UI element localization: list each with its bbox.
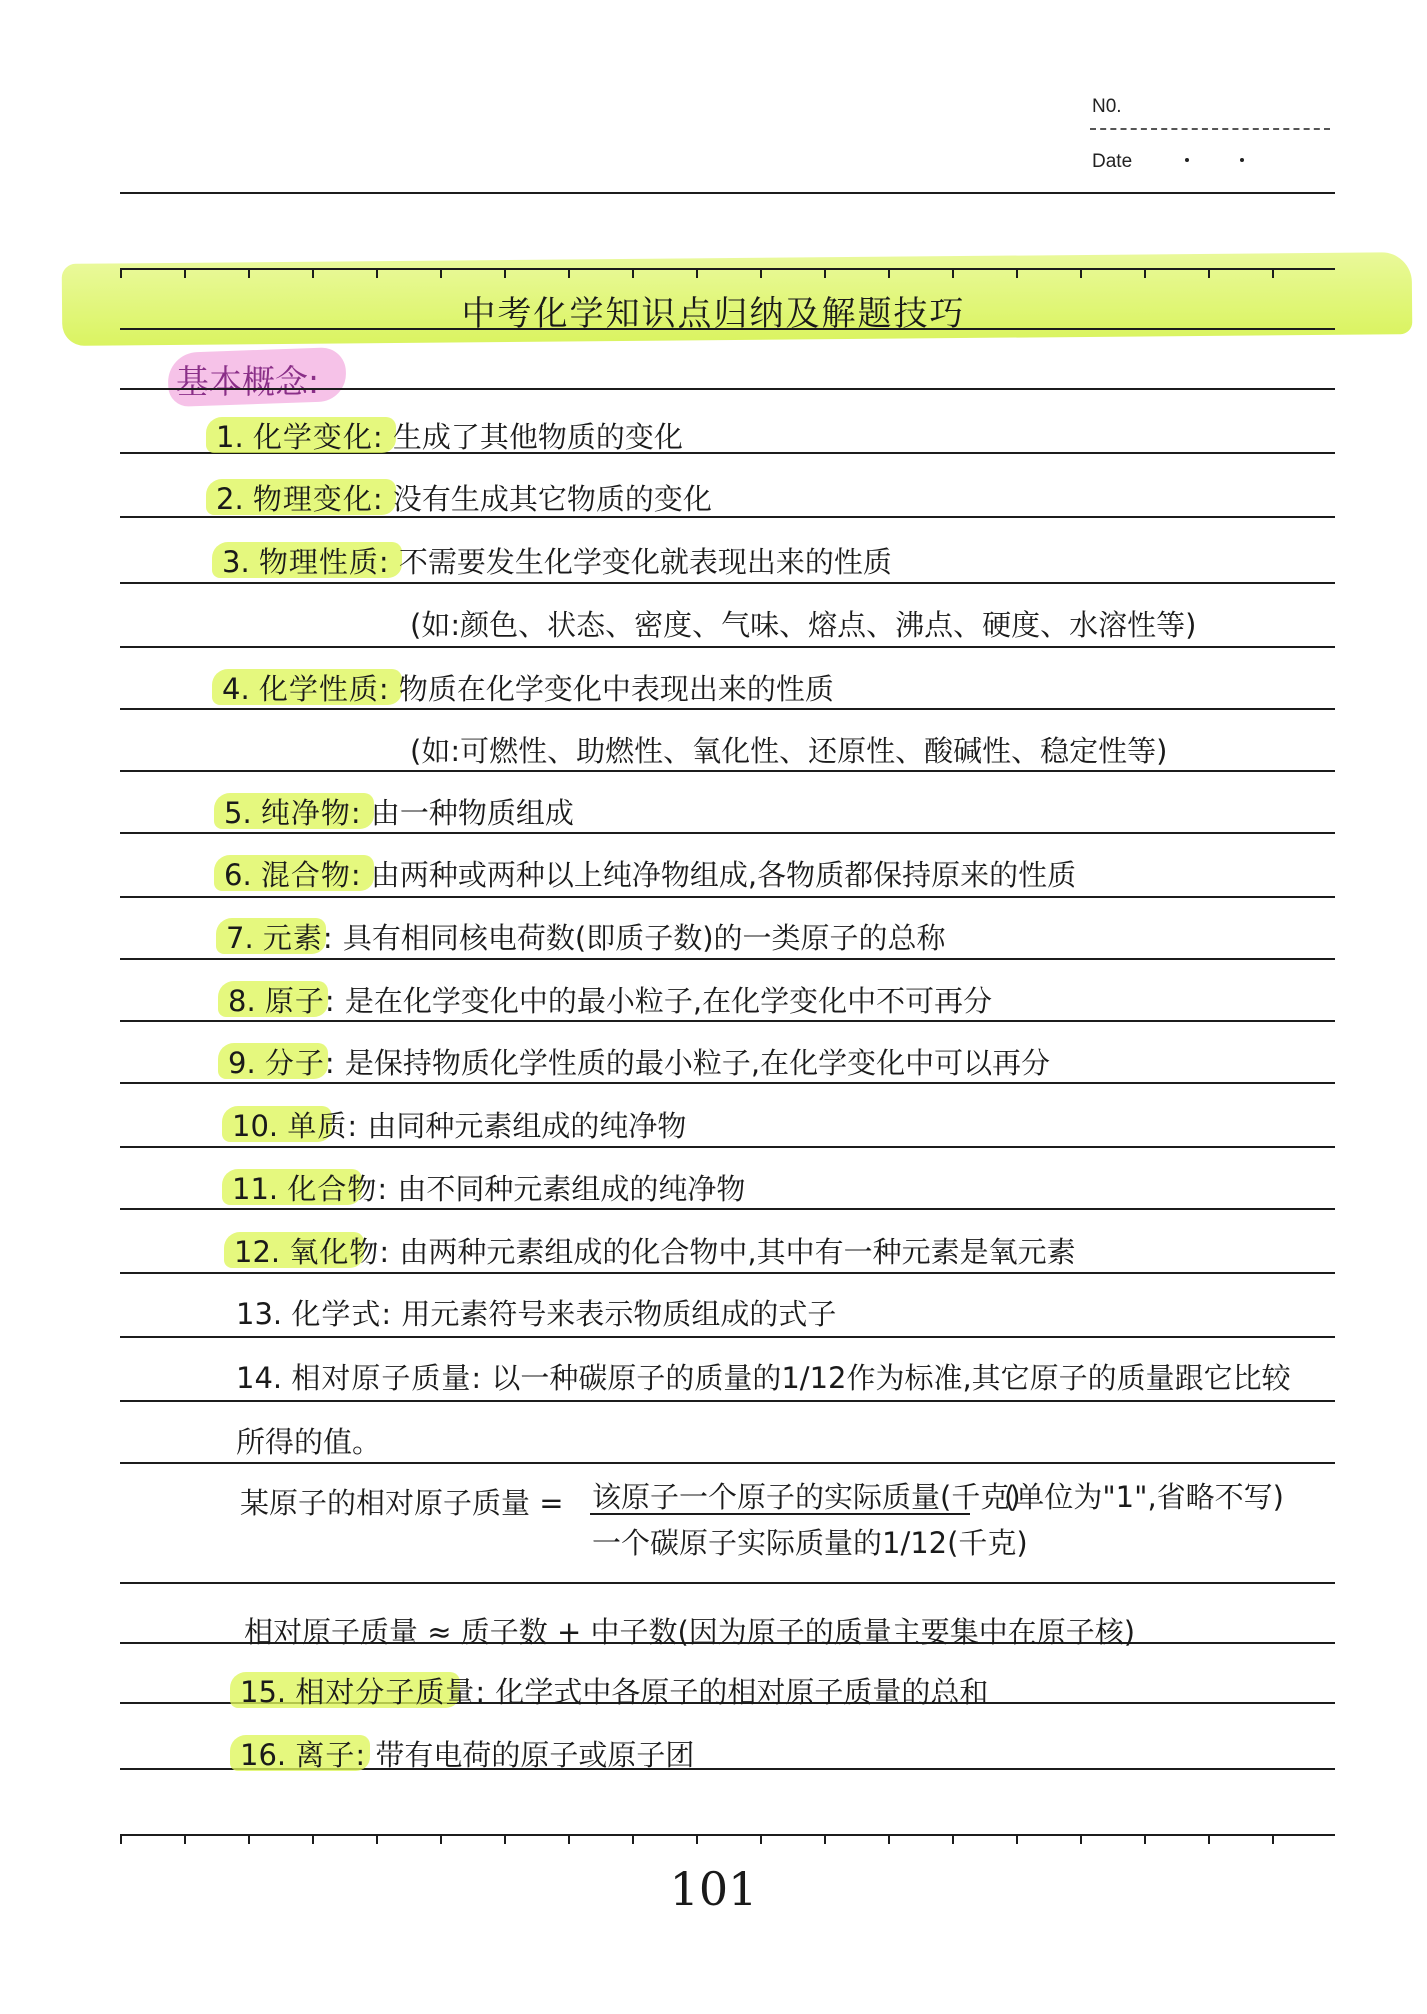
item-number: 9. [228, 1046, 256, 1080]
ruled-line [120, 1272, 1335, 1274]
term-label: 氧化物: [289, 1235, 391, 1269]
ruled-line [120, 1146, 1335, 1148]
date-label: Date [1092, 151, 1133, 172]
item-number: 4. [222, 672, 250, 706]
approx-line: 相对原子质量 ≈ 质子数 + 中子数(因为原子的质量主要集中在原子核) [244, 1615, 1136, 1649]
page-title: 中考化学知识点归纳及解题技巧 [461, 294, 966, 334]
ruled-line [120, 1208, 1335, 1210]
term-label: 化合物: [287, 1172, 389, 1206]
definition-text: 用元素符号来表示物质组成的式子 [401, 1297, 837, 1331]
term-label: 相对分子质量: [295, 1675, 487, 1709]
definition-text: 所得的值。 [236, 1425, 382, 1459]
definition-line [216, 477, 712, 518]
definition-line [224, 853, 1076, 894]
no-dashed-line [1090, 128, 1330, 130]
definition-line [234, 1230, 1076, 1271]
term-label: 物理性质: [258, 545, 390, 579]
definition-text: 是保持物质化学性质的最小粒子,在化学变化中可以再分 [344, 1046, 1051, 1080]
definition-line [228, 979, 992, 1020]
term-label: 单质: [287, 1109, 359, 1143]
item-number: 10. [232, 1109, 279, 1143]
term-label: 元素: [262, 921, 334, 955]
ruled-line [120, 646, 1335, 648]
term-label: 混合物: [260, 858, 362, 892]
ruled-line [120, 582, 1335, 584]
definition-text: 由不同种元素组成的纯净物 [397, 1172, 746, 1206]
bottom-ticked-rule [120, 1834, 1335, 1844]
formula-numerator: 该原子一个原子的实际质量(千克) [592, 1480, 1021, 1514]
definition-line [222, 667, 834, 708]
definition-text: 具有相同核电荷数(即质子数)的一类原子的总称 [342, 921, 946, 955]
definition-text: 物质在化学变化中表现出来的性质 [398, 672, 834, 706]
term-label: 化学式: [291, 1297, 393, 1331]
ruled-line [120, 958, 1335, 960]
ruled-line [120, 388, 1335, 390]
header-rule [120, 192, 1335, 194]
definition-line [236, 1292, 836, 1333]
definition-text: 是在化学变化中的最小粒子,在化学变化中不可再分 [344, 984, 993, 1018]
item-number: 3. [222, 545, 250, 579]
term-label: 原子: [264, 984, 336, 1018]
item-number: 11. [232, 1172, 279, 1206]
ruled-line [120, 1336, 1335, 1338]
term-label: 分子: [264, 1046, 336, 1080]
ruled-line [120, 1582, 1335, 1584]
ruled-line [120, 1462, 1335, 1464]
definition-line [232, 1167, 745, 1208]
item-number: 2. [216, 482, 244, 516]
definition-line [240, 1733, 694, 1774]
fraction-bar [590, 1513, 970, 1515]
item-number: 7. [226, 921, 254, 955]
definition-text: 化学式中各原子的相对原子质量的总和 [495, 1675, 989, 1709]
definition-line [236, 1356, 1291, 1397]
definition-text: (如:可燃性、助燃性、氧化性、还原性、酸碱性、稳定性等) [410, 734, 1168, 768]
date-dot [1240, 158, 1244, 162]
item-number: 6. [224, 858, 252, 892]
term-label: 物理变化: [252, 482, 384, 516]
definition-text: 由两种元素组成的化合物中,其中有一种元素是氧元素 [399, 1235, 1076, 1269]
page-number: 101 [669, 1862, 758, 1916]
definition-line [222, 540, 892, 581]
item-number: 13. [236, 1297, 283, 1331]
definition-text: 以一种碳原子的质量的1/12作为标准,其它原子的质量跟它比较 [491, 1361, 1291, 1395]
ruled-line [120, 1020, 1335, 1022]
definition-line [240, 1670, 988, 1711]
definition-text: 不需要发生化学变化就表现出来的性质 [398, 545, 892, 579]
definition-line [224, 791, 574, 832]
formula-lhs: 某原子的相对原子质量 = [240, 1486, 564, 1520]
definition-line [236, 1420, 381, 1461]
no-label: N0. [1092, 96, 1122, 117]
date-dot [1185, 158, 1189, 162]
term-label: 离子: [295, 1738, 367, 1772]
term-label: 相对原子质量: [291, 1361, 483, 1395]
definition-text: 由同种元素组成的纯净物 [367, 1109, 687, 1143]
definition-line [232, 1104, 686, 1145]
definition-line [410, 603, 1196, 644]
term-label: 化学变化: [252, 420, 384, 454]
ruled-line [120, 770, 1335, 772]
item-number: 5. [224, 796, 252, 830]
definition-line [410, 729, 1167, 770]
definition-text: 没有生成其它物质的变化 [392, 482, 712, 516]
term-label: 纯净物: [260, 796, 362, 830]
ruled-line [120, 708, 1335, 710]
formula-note: (单位为"1",省略不写) [1004, 1480, 1284, 1514]
ruled-line [120, 1400, 1335, 1402]
item-number: 16. [240, 1738, 287, 1772]
definition-text: 由一种物质组成 [370, 796, 574, 830]
top-ticked-rule [120, 268, 1335, 278]
definition-line [226, 916, 946, 957]
item-number: 14. [236, 1361, 283, 1395]
item-number: 1. [216, 420, 244, 454]
item-number: 12. [234, 1235, 281, 1269]
item-number: 8. [228, 984, 256, 1018]
definition-line [228, 1041, 1050, 1082]
definition-text: 带有电荷的原子或原子团 [375, 1738, 695, 1772]
definition-text: 由两种或两种以上纯净物组成,各物质都保持原来的性质 [370, 858, 1077, 892]
definition-text: 生成了其他物质的变化 [392, 420, 683, 454]
ruled-line [120, 328, 1335, 330]
ruled-line [120, 832, 1335, 834]
ruled-line [120, 1082, 1335, 1084]
section-heading: 基本概念: [176, 362, 320, 401]
item-number: 15. [240, 1675, 287, 1709]
definition-text: (如:颜色、状态、密度、气味、熔点、沸点、硬度、水溶性等) [410, 608, 1197, 642]
definition-line [216, 415, 683, 456]
formula-denominator: 一个碳原子实际质量的1/12(千克) [592, 1526, 1028, 1560]
ruled-line [120, 896, 1335, 898]
term-label: 化学性质: [258, 672, 390, 706]
